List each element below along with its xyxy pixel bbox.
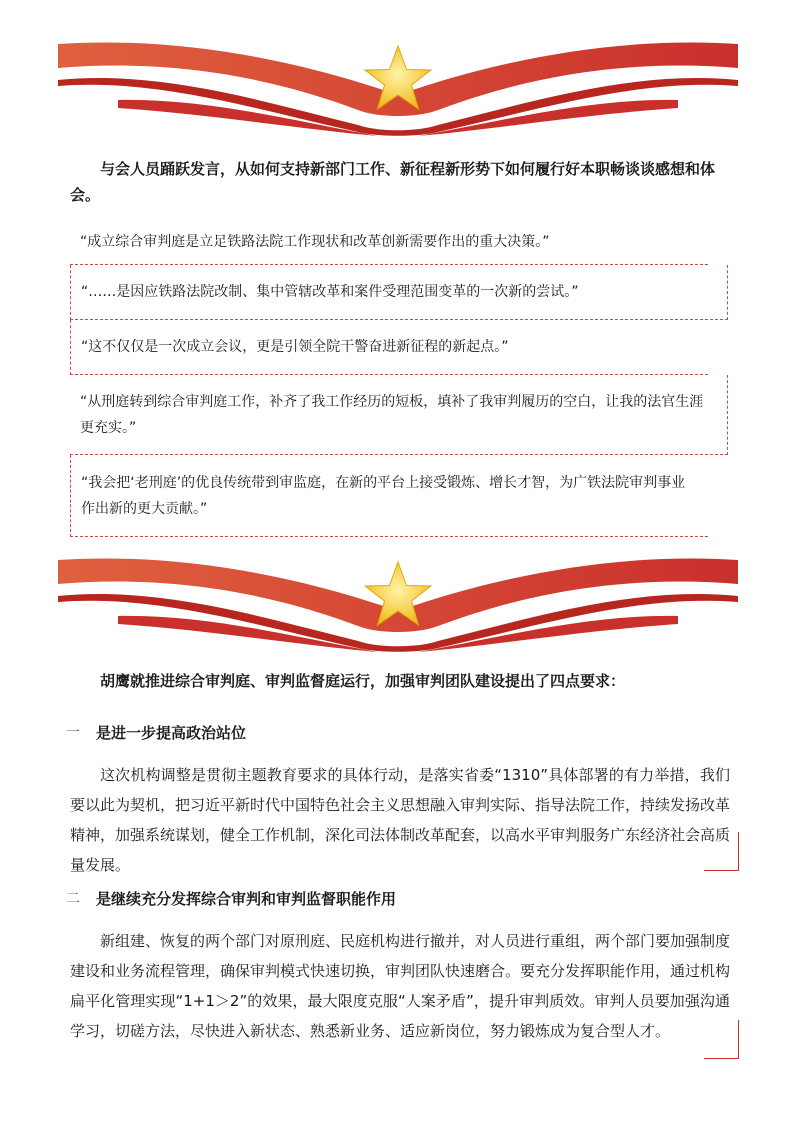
section-body: 新组建、恢复的两个部门对原刑庭、民庭机构进行撤并，对人员进行重组，两个部门要加强制度建设和业务流程管理，确保审判模式快速切换，审判团队快速磨合。要充分发挥职能作用，通过机构扁平化管理实现“1+1＞2”的效果，最大限度克服“人案矛盾”，提升审判质效。审判人员要加强沟通学习，切磋方法，尽快进入新状态、熟悉新业务、适应新岗位，努力锻炼成为复合型人才。 xyxy=(70,932,731,1040)
ribbon-banner-middle xyxy=(58,556,738,656)
ribbon-banner-top xyxy=(58,40,738,140)
section-numeral: 一 xyxy=(66,725,80,741)
section-title: 是进一步提高政治站位 xyxy=(96,724,247,742)
quote-item: “从刑庭转到综合审判庭工作，补齐了我工作经历的短板，填补了我审判履历的空白，让我的法官生涯更充实。” xyxy=(70,375,728,455)
section-heading xyxy=(66,720,726,746)
quote-item: “成立综合审判庭是立足铁路法院工作现状和改革创新需要作出的重大决策。” xyxy=(70,220,708,265)
intro-text: 与会人员踊跃发言，从如何支持新部门工作、新征程新形势下如何履行好本职畅谈谈感想和体会。 xyxy=(70,160,716,204)
corner-ornament xyxy=(704,832,739,871)
quote-item: “……是因应铁路法院改制、集中管辖改革和案件受理范围变革的一次新的尝试。” xyxy=(70,265,728,320)
quote-item: “我会把‘老刑庭’的优良传统带到审监庭，在新的平台上接受锻炼、增长才智，为广铁法院审判事业作出新的更大贡献。” xyxy=(70,455,708,537)
lead-text: 胡鹰就推进综合审判庭、审判监督庭运行，加强审判团队建设提出了四点要求： xyxy=(100,672,626,690)
section-body: 这次机构调整是贯彻主题教育要求的具体行动，是落实省委“1310”具体部署的有力举措，我们要以此为契机，把习近平新时代中国特色社会主义思想融入审判实际、指导法院工作，持续发扬改革精神，加强系统谋划，健全工作机制，深化司法体制改革配套，以高水平审判服务广东经济社会高质量发展。 xyxy=(70,766,731,874)
section-heading xyxy=(66,886,726,912)
section-numeral: 二 xyxy=(66,891,80,907)
quote-item: “这不仅仅是一次成立会议，更是引领全院干警奋进新征程的新起点。” xyxy=(70,320,708,375)
section-title: 是继续充分发挥综合审判和审判监督职能作用 xyxy=(96,890,397,908)
corner-ornament xyxy=(704,1020,739,1059)
